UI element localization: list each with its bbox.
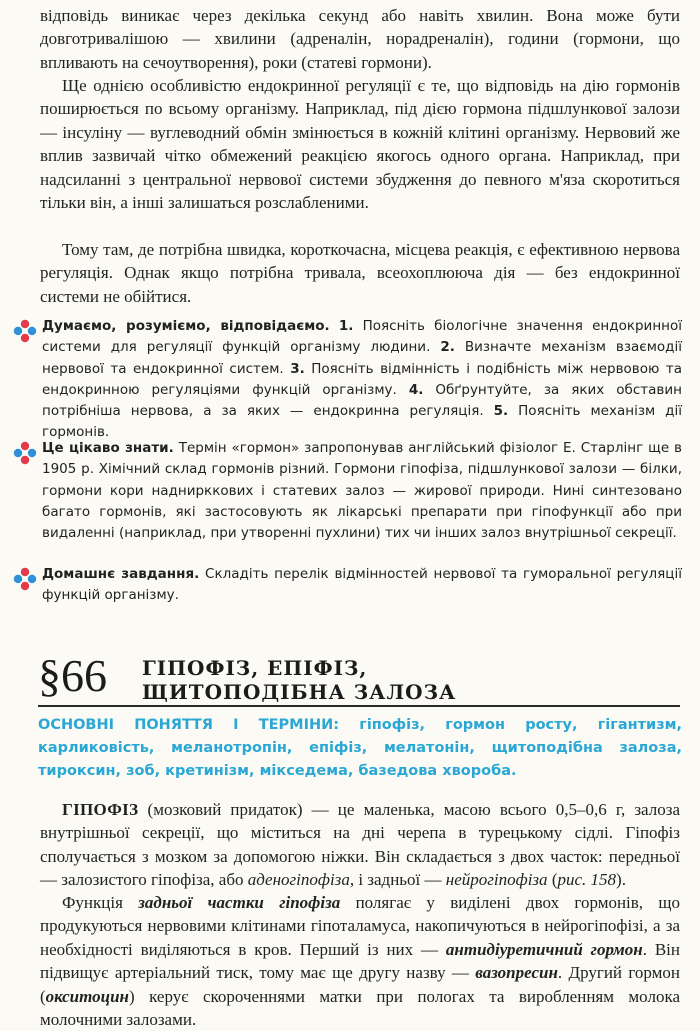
paragraph-endocrine-feature: Ще однією особливістю ендокринної регуляції є те, що відповідь на дію гормонів поширюється по всьому організму. Наприклад, під дією гормона підшлункової залози — інсуліну — вуглеводний обмін змінюється в кожній клітині організму. Нервовий же вплив зазвичай чітко обмежений реакцією якогось одного органа. Наприклад, при надсиланні з центральної нервової системи збудження до певного м'яза скоротиться тільки він, а інші залишаться розслабленими. [40, 76, 680, 213]
question-text: Поясніть механізм дії гормонів. [42, 403, 683, 441]
homework-text [42, 564, 682, 607]
paragraph-nervous-regulation: Тому там, де потрібна швидка, короткочасна, місцева реакція, є ефективною нервова регуляція. Однак якщо потрібна тривала, всеохоплююча дія — без ендокринної системи не обійтися. [40, 240, 680, 306]
interesting-fact-title: Це цікаво знати. [42, 440, 174, 456]
term-neurohypophysis: нейрогіпофіза [445, 870, 548, 890]
homework-box [12, 564, 682, 607]
text-run: полягає у виділені двох гормонів, що продукуються нервовими клітинами гіпоталамуса, накопичуються в нейрогіпофізі, а за необхідності виділяються в кров. Перший із них — [40, 893, 680, 959]
text-run: Функція [62, 893, 139, 912]
section-title-line2: ЩИТОПОДІБНА ЗАЛОЗА [142, 680, 457, 704]
question-number: 3. [290, 360, 305, 377]
interesting-fact-body: Термін «гормон» запропонував англійський фізіолог Е. Старлінг ще в 1905 р. Хімічний склад гормонів різний. Гормони гіпофіза, підшлункової залози — білки, гормони кори наднирккових і статевих залоз — жирової природи. Нині синтезовано багато гормонів, які застосовують як лікарські препарати при гіпофункції або при видаленні (наприклад, при утворенні пухлини) тих чи інших залоз внутрішньої секреції. [42, 440, 683, 542]
figure-reference: рис. 158 [557, 870, 617, 890]
question-number: 5. [493, 403, 509, 420]
flower-icon [12, 318, 38, 344]
interesting-fact-text [42, 438, 682, 544]
text-run: (мозковий придаток) — це маленька, масою всього 0,5–0,6 г, залоза внутрішньої секреції, що міститься на дні черепа в турецькому сідлі. Гіпофіз сполучається з мозком за допомогою ніжки. Він складається з двох часток: передньої — залозистого гіпофіза, або [40, 800, 680, 890]
text-run: ). [616, 870, 626, 890]
question-text: Поясніть біологічне значення ендокринної системи для регуляції функцій організму людини. [42, 318, 682, 356]
section-title-line1: ГІПОФІЗ, ЕПІФІЗ, [142, 656, 368, 680]
interesting-fact-box [12, 438, 682, 544]
think-answer-text [42, 316, 682, 444]
paragraph-response-time: відповідь виникає через декілька секунд або навіть хвилин. Вона може бути довготривалішою — хвилини (адреналін, норадреналін), години (гормони, що впливають на сечоутворення), роки (статеві гормони). [40, 6, 680, 72]
flower-icon [12, 440, 38, 466]
question-number: 1. [338, 318, 354, 334]
term-adh: антидіуретичний гормон [445, 939, 643, 959]
think-answer-title: Думаємо, розуміємо, відповідаємо. [42, 318, 330, 334]
text-run: , і задньої — [349, 870, 446, 890]
section-divider [38, 705, 680, 707]
question-text: Визначте механізм взаємодії нервової та ендокринної систем. [42, 339, 682, 377]
homework-title: Домашнє завдання. [42, 566, 200, 582]
question-text: Поясніть відмінність і подібність між нервовою та ендокринною регуляціями функцій організму. [42, 360, 683, 398]
homework-body: Складіть перелік відмінностей нервової та гуморальної регуляції функцій організму. [42, 566, 682, 604]
term-posterior-lobe: задньої частки гіпофіза [138, 893, 341, 912]
text-run: ( [547, 870, 558, 890]
think-answer-box [12, 316, 682, 444]
term-vasopressin: вазопресин [475, 963, 558, 983]
question-number: 2. [440, 339, 455, 356]
flower-icon [12, 566, 38, 592]
paragraph-posterior-lobe [40, 891, 680, 1031]
text-run: . Другий гормон ( [40, 963, 680, 1006]
text-run: . Він підвищує артеріальний тиск, тому має ще другу назву — [40, 939, 680, 983]
term-adenohypophysis: аденогіпофіза [247, 870, 350, 890]
paragraph-pituitary [40, 798, 680, 892]
text-run: ) керує скороченнями матки при пологах та виробленням молока молочними залозами. [40, 986, 680, 1030]
key-terms: ОСНОВНІ ПОНЯТТЯ І ТЕРМІНИ: гіпофіз, гормон росту, гігантизм, карликовість, меланотропін, епіфіз, мелатонін, щитоподібна залоза, тироксин, зоб, кретинізм, мікседема, базедова хвороба. [38, 717, 682, 779]
section-title [142, 656, 456, 704]
term-pituitary: ГІПОФІЗ [62, 800, 139, 819]
term-oxytocin: окситоцин [45, 986, 129, 1006]
question-text: Обґрунтуйте, за яких обставин потрібніша нервова, а за яких — ендокринна регуляція. [42, 381, 682, 420]
section-number: §66 [38, 650, 107, 701]
question-number: 4. [408, 381, 424, 398]
